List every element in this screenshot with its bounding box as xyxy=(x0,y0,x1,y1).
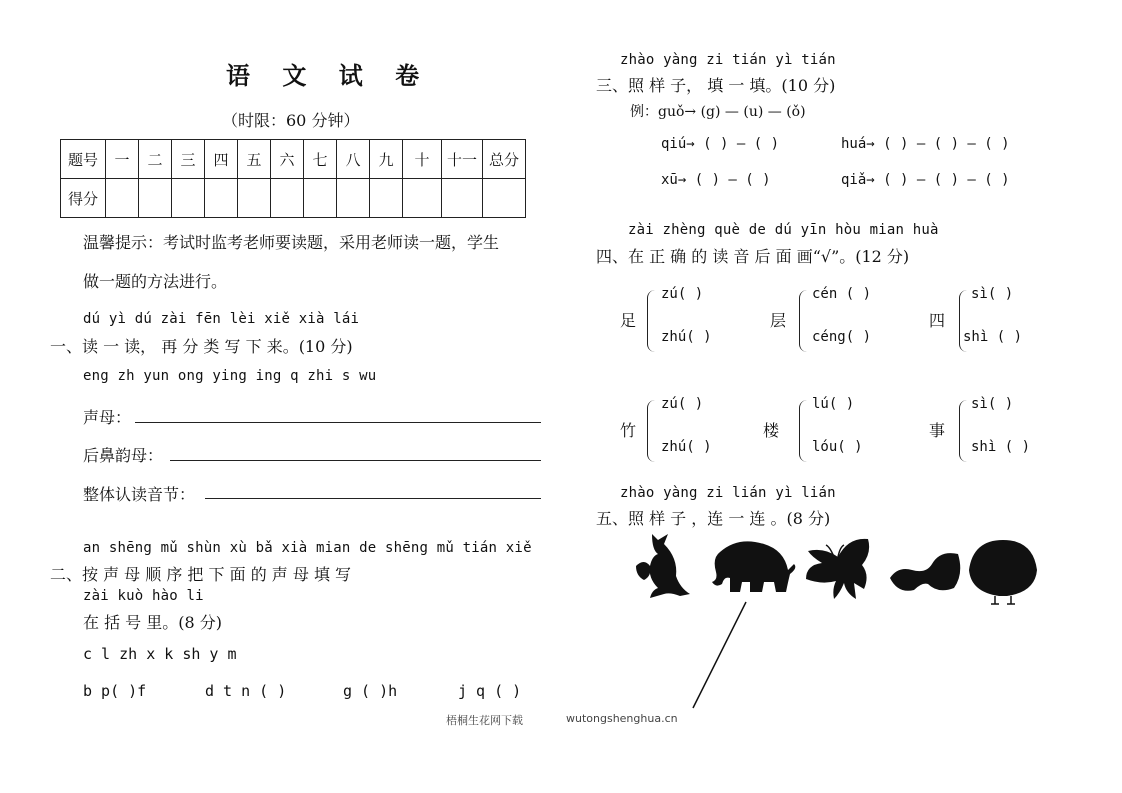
q4-option-bottom[interactable]: shì ( ) xyxy=(971,439,1031,455)
table-cell: 四 xyxy=(205,140,238,179)
score-cell[interactable] xyxy=(403,179,442,218)
q3-example: 例：guǒ→ (g) — (u) — (ǒ) xyxy=(630,104,806,120)
brace-icon xyxy=(799,400,808,462)
q4-option-top[interactable]: lú( ) xyxy=(812,396,855,412)
footer-site-name: 梧桐生花网下载 xyxy=(446,714,523,727)
q1-field-label-initials: 声母： xyxy=(83,408,132,427)
table-cell: 总分 xyxy=(483,140,526,179)
brace-icon xyxy=(647,400,656,462)
q4-char: 层 xyxy=(770,311,787,330)
q4-option-bottom[interactable]: céng( ) xyxy=(812,329,872,345)
q4-option-bottom[interactable]: shì ( ) xyxy=(963,329,1023,345)
q3-item-xu[interactable]: xū→ ( ) — ( ) xyxy=(661,172,771,188)
q4-char: 楼 xyxy=(763,421,780,440)
q4-title: 四、在 正 确 的 读 音 后 面 画“√”。(12 分) xyxy=(596,247,910,266)
notice-line-1: 温馨提示：考试时监考老师要读题，采用老师读一题，学生 xyxy=(83,233,500,252)
q4-option-top[interactable]: cén ( ) xyxy=(812,286,872,302)
q4-char: 事 xyxy=(929,421,946,440)
q2-letters: c l zh x k sh y m xyxy=(83,645,237,663)
table-cell: 十一 xyxy=(442,140,483,179)
table-cell: 五 xyxy=(238,140,271,179)
q4-char: 四 xyxy=(929,311,946,330)
q1-items: eng zh yun ong ying ing q zhi s wu xyxy=(83,368,377,384)
score-cell[interactable] xyxy=(370,179,403,218)
q4-option-top[interactable]: sì( ) xyxy=(971,396,1014,412)
kangaroo-icon[interactable] xyxy=(632,530,694,605)
score-cell[interactable] xyxy=(271,179,304,218)
table-cell: 九 xyxy=(370,140,403,179)
q4-option-bottom[interactable]: zhú( ) xyxy=(661,329,712,345)
q3-item-qiu[interactable]: qiú→ ( ) — ( ) xyxy=(661,136,780,152)
brace-icon xyxy=(959,400,968,462)
q2-blank-1[interactable]: b p( )f xyxy=(83,682,147,700)
table-cell: 二 xyxy=(139,140,172,179)
score-cell[interactable] xyxy=(304,179,337,218)
score-cell[interactable] xyxy=(205,179,238,218)
q2-blank-3[interactable]: g ( )h xyxy=(343,682,398,700)
q4-char: 足 xyxy=(620,311,637,330)
q5-title: 五、照 样 子 ，连 一 连 。(8 分) xyxy=(596,509,831,528)
butterfly-icon[interactable] xyxy=(804,537,870,603)
score-table-header-row xyxy=(61,140,526,179)
q2-title-2: 在 括 号 里。(8 分) xyxy=(83,613,223,632)
table-cell: 六 xyxy=(271,140,304,179)
fish-icon[interactable] xyxy=(886,552,962,602)
q2-blank-4[interactable]: j q ( ) xyxy=(458,682,522,700)
table-cell: 七 xyxy=(304,140,337,179)
score-table xyxy=(60,139,526,218)
table-cell: 题号 xyxy=(61,140,106,179)
table-cell: 三 xyxy=(172,140,205,179)
q1-title: 一、读 一 读， 再 分 类 写 下 来。(10 分) xyxy=(50,337,353,356)
q5-pinyin: zhào yàng zi lián yì lián xyxy=(620,485,836,501)
q2-pinyin-2: zài kuò hào li xyxy=(83,588,204,604)
q1-field-label-nasal-finals: 后鼻韵母： xyxy=(83,446,164,465)
time-limit: （时限：60 分钟） xyxy=(222,111,360,130)
connecting-line xyxy=(690,600,750,712)
table-cell: 八 xyxy=(337,140,370,179)
q1-field-label-whole-syllables: 整体认读音节： xyxy=(83,485,196,504)
table-cell: 十 xyxy=(403,140,442,179)
elephant-icon[interactable] xyxy=(708,540,798,602)
score-cell[interactable] xyxy=(337,179,370,218)
q4-option-top[interactable]: zú( ) xyxy=(661,396,704,412)
q2-pinyin-1: an shēng mǔ shùn xù bǎ xià mian de shēng mǔ tián xiě xyxy=(83,540,532,556)
score-cell[interactable] xyxy=(106,179,139,218)
q4-char: 竹 xyxy=(620,421,637,440)
score-cell[interactable] xyxy=(172,179,205,218)
score-cell[interactable] xyxy=(483,179,526,218)
q2-title-1: 二、按 声 母 顺 序 把 下 面 的 声 母 填 写 xyxy=(50,565,352,584)
q1-whole-syllables-input[interactable] xyxy=(205,498,541,499)
score-cell[interactable] xyxy=(442,179,483,218)
q4-pinyin: zài zhèng què de dú yīn hòu mian huà xyxy=(628,222,939,238)
table-cell: 得分 xyxy=(61,179,106,218)
table-cell: 一 xyxy=(106,140,139,179)
footer-site-url[interactable]: wutongshenghua.cn xyxy=(566,712,678,725)
q3-title: 三、照 样 子， 填 一 填。(10 分) xyxy=(596,76,836,95)
q4-option-top[interactable]: sì( ) xyxy=(971,286,1014,302)
q1-nasal-finals-input[interactable] xyxy=(170,460,541,461)
q4-option-bottom[interactable]: lóu( ) xyxy=(812,439,863,455)
q3-pinyin: zhào yàng zi tián yì tián xyxy=(620,52,836,68)
q2-blank-2[interactable]: d t n ( ) xyxy=(205,682,287,700)
notice-line-2: 做一题的方法进行。 xyxy=(83,272,228,291)
q4-option-top[interactable]: zú( ) xyxy=(661,286,704,302)
q4-option-bottom[interactable]: zhú( ) xyxy=(661,439,712,455)
score-cell[interactable] xyxy=(139,179,172,218)
page-title: 语 文 试 卷 xyxy=(226,61,432,90)
score-table-score-row xyxy=(61,179,526,218)
q3-item-qia[interactable]: qiǎ→ ( ) — ( ) — ( ) xyxy=(841,172,1010,188)
brace-icon xyxy=(799,290,808,352)
q1-initials-input[interactable] xyxy=(135,422,541,423)
peacock-icon[interactable] xyxy=(967,538,1039,606)
score-cell[interactable] xyxy=(238,179,271,218)
q1-pinyin: dú yì dú zài fēn lèi xiě xià lái xyxy=(83,311,360,327)
brace-icon xyxy=(647,290,656,352)
q3-item-hua[interactable]: huá→ ( ) — ( ) — ( ) xyxy=(841,136,1010,152)
